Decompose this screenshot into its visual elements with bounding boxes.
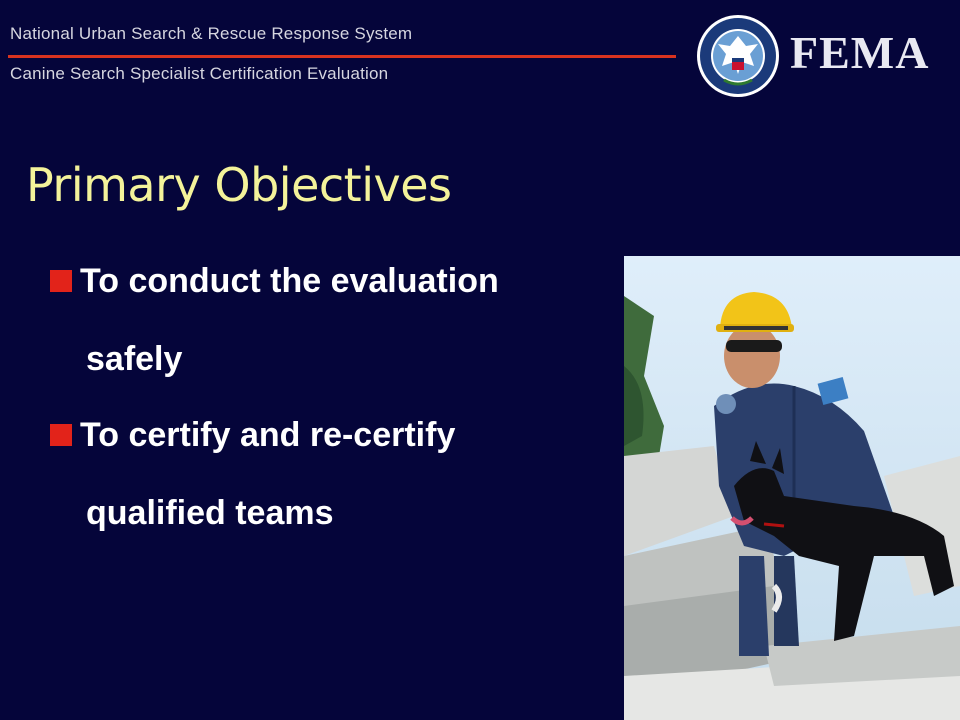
bullet-square-icon: [50, 424, 72, 446]
dhs-seal-icon: [696, 14, 780, 98]
header-system-name: National Urban Search & Rescue Response System: [10, 24, 413, 43]
header-subtitle: Canine Search Specialist Certification Evaluation: [10, 64, 389, 83]
bullet-text-line1: To conduct the evaluation: [80, 262, 499, 300]
bullet-square-icon: [50, 270, 72, 292]
bullet-item: [50, 416, 630, 532]
bullet-item: [50, 262, 630, 378]
page-title: Primary Objectives: [26, 158, 452, 212]
rescuer-with-dog-photo: [624, 256, 960, 720]
fema-wordmark: FEMA: [790, 27, 930, 78]
bullet-text-line2: safely: [86, 340, 183, 378]
header-divider: [8, 55, 676, 58]
bullet-text-line2: qualified teams: [86, 494, 334, 532]
bullet-text-line1: To certify and re-certify: [80, 416, 456, 454]
